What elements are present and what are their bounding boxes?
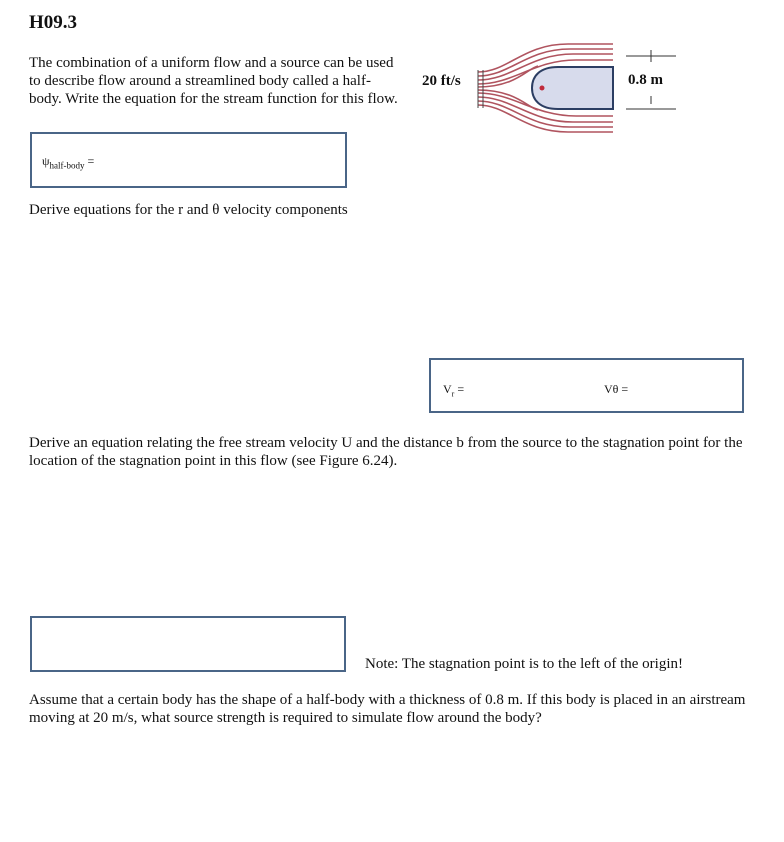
velocity-answer-box[interactable] [429, 358, 744, 413]
problem-title: H09.3 [29, 12, 78, 33]
thickness-label: 0.8 m [628, 72, 663, 88]
stagnation-prompt: Derive an equation relating the free stream velocity U and the distance b from the source to the stagnation point for the location of the stagnation point in this flow (see Figure 6.24). [29, 435, 743, 469]
vtheta-label: Vθ = [604, 382, 629, 396]
stagnation-note: Note: The stagnation point is to the left of the origin! [365, 656, 683, 672]
source-point [540, 86, 545, 91]
intro-text: The combination of a uniform flow and a source can be used to describe flow around a streamlined body called a half-body. Write the equation for the stream function for this flow. [29, 55, 398, 107]
source-strength-prompt: Assume that a certain body has the shape of a half-body with a thickness of 0.8 m. If this body is placed in an airstream moving at 20 m/s, what source strength is required to simulate flow around the body? [29, 692, 746, 726]
stream-function-answer-box[interactable] [30, 132, 347, 188]
flow-speed-label: 20 ft/s [422, 73, 461, 89]
velocity-prompt: Derive equations for the r and θ velocity components [29, 202, 348, 218]
stream-function-label: $\psi_{half-body}$ = [42, 154, 95, 171]
stagnation-answer-box[interactable] [30, 616, 346, 672]
vr-label: $V_r$ = [443, 382, 465, 399]
